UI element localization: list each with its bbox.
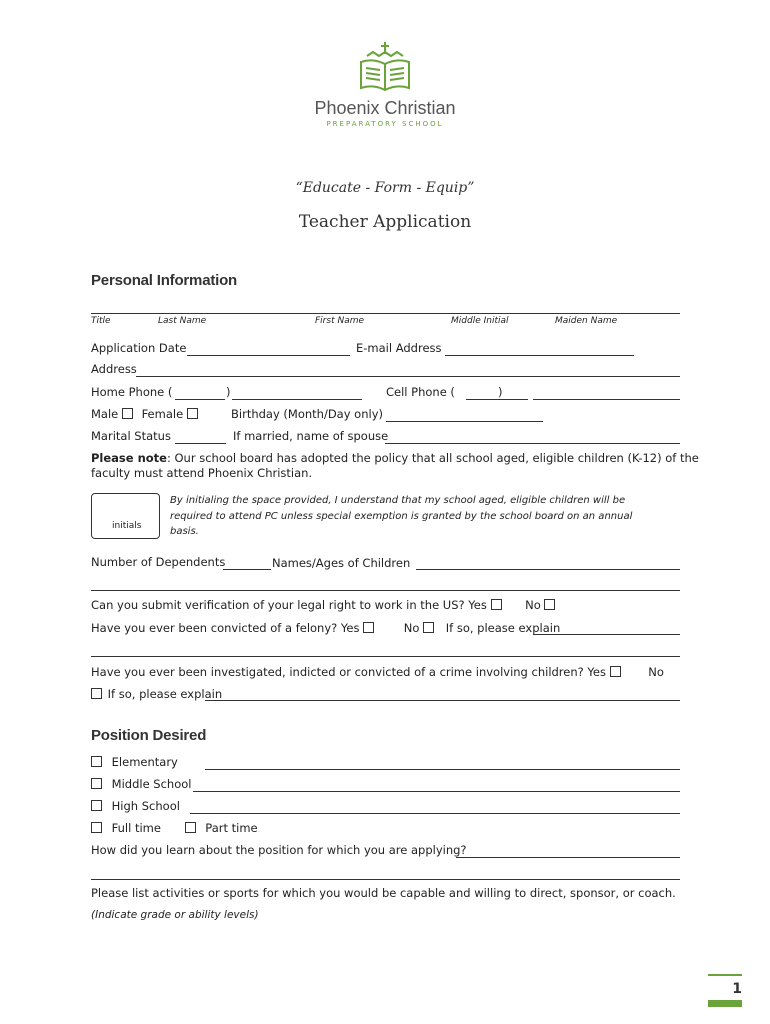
felony-explain-label: If so, please explain: [445, 621, 561, 635]
crime-explain: [91, 687, 222, 701]
crime-yes-checkbox[interactable]: [610, 666, 621, 677]
activities-question: Please list activities or sports for which you would be capable and willing to direct, sponsor, or coach.: [91, 886, 676, 900]
middle-school-label: Middle School: [111, 777, 192, 791]
employment-type: [91, 821, 258, 835]
name-line[interactable]: [91, 313, 680, 314]
learn-field[interactable]: [456, 857, 680, 858]
initial-statement-3: basis.: [170, 526, 199, 537]
birthday-label: Birthday (Month/Day only): [231, 407, 383, 421]
crime-no-checkbox[interactable]: [91, 688, 102, 699]
home-phone-label: Home Phone (: [91, 385, 173, 399]
home-phone-paren: ): [226, 385, 231, 399]
work-no-checkbox[interactable]: [544, 599, 555, 610]
felony-yes-checkbox[interactable]: [363, 622, 374, 633]
logo-subtitle: PREPARATORY SCHOOL: [326, 120, 444, 128]
page-title: Teacher Application: [298, 212, 472, 232]
please-note-label: Please note: [91, 451, 167, 465]
full-time-label: Full time: [111, 821, 161, 835]
work-no-label: No: [525, 598, 541, 612]
spouse-field[interactable]: [385, 443, 680, 444]
male-label: Male: [91, 407, 119, 421]
email-label: E-mail Address: [356, 341, 442, 355]
label-last-name: Last Name: [158, 316, 207, 326]
cell-phone-paren: ): [498, 385, 503, 399]
policy-note: [91, 451, 699, 465]
felony-no-label: No: [403, 621, 420, 635]
elementary-option: [91, 755, 178, 769]
part-time-checkbox[interactable]: [185, 822, 196, 833]
children-field-line-2[interactable]: [91, 590, 680, 591]
spouse-label: If married, name of spouse: [233, 429, 389, 443]
dependents-field[interactable]: [223, 569, 271, 570]
work-question: [91, 598, 557, 612]
birthday-field[interactable]: [386, 421, 543, 422]
label-first-name: First Name: [315, 316, 365, 326]
marital-status-field[interactable]: [175, 443, 226, 444]
children-field[interactable]: [416, 569, 680, 570]
home-phone-field[interactable]: [232, 399, 362, 400]
initial-statement-2: required to attend PC unless special exemption is granted by the school board on an annual: [170, 511, 633, 522]
cell-phone-field[interactable]: [533, 399, 680, 400]
work-question-text: Can you submit verification of your legal right to work in the US? Yes: [91, 598, 487, 612]
female-checkbox[interactable]: [187, 408, 198, 419]
elementary-field[interactable]: [205, 769, 680, 770]
high-school-checkbox[interactable]: [91, 800, 102, 811]
email-field[interactable]: [445, 355, 634, 356]
felony-no-checkbox[interactable]: [423, 622, 434, 633]
crime-explain-field[interactable]: [205, 700, 680, 701]
activities-note: (Indicate grade or ability levels): [91, 909, 259, 921]
page-number: 1: [732, 981, 742, 997]
section-heading-personal: Personal Information: [91, 272, 238, 289]
policy-note-text: : Our school board has adopted the policy that all school aged, eligible children (K-12) of the: [166, 451, 699, 465]
policy-note-text-2: faculty must attend Phoenix Christian.: [91, 466, 313, 480]
section-heading-position: Position Desired: [91, 727, 207, 744]
high-school-field[interactable]: [190, 813, 680, 814]
middle-school-field[interactable]: [193, 791, 680, 792]
learn-question: How did you learn about the position for which you are applying?: [91, 843, 467, 857]
part-time-label: Part time: [205, 821, 258, 835]
full-time-checkbox[interactable]: [91, 822, 102, 833]
crime-question-text: Have you ever been investigated, indicted or convicted of a crime involving children? Yes: [91, 665, 606, 679]
home-phone-area-field[interactable]: [175, 399, 225, 400]
learn-field-line-2[interactable]: [91, 879, 680, 880]
gender-row: [91, 407, 200, 421]
marital-status-label: Marital Status: [91, 429, 171, 443]
page-number-bar-bottom: [708, 1000, 742, 1007]
middle-school-option: [91, 777, 191, 791]
initials-label: initials: [112, 521, 142, 531]
high-school-label: High School: [111, 799, 180, 813]
application-date-field[interactable]: [187, 355, 350, 356]
elementary-checkbox[interactable]: [91, 756, 102, 767]
label-middle-initial: Middle Initial: [451, 316, 509, 326]
motto: “Educate - Form - Equip”: [295, 180, 475, 196]
address-label: Address: [91, 362, 137, 376]
children-label: Names/Ages of Children: [272, 556, 411, 570]
felony-question: [91, 621, 560, 635]
address-field[interactable]: [136, 376, 680, 377]
crime-question: [91, 665, 664, 679]
dependents-label: Number of Dependents: [91, 555, 226, 569]
initial-statement-1: By initialing the space provided, I understand that my school aged, eligible children will be: [170, 495, 626, 506]
female-label: Female: [141, 407, 184, 421]
felony-question-text: Have you ever been convicted of a felony? Yes: [91, 621, 360, 635]
open-book-crown-icon: [355, 40, 415, 96]
cell-phone-area-field[interactable]: [466, 399, 528, 400]
crime-explain-label: If so, please explain: [107, 687, 223, 701]
page-number-bar-top: [708, 974, 742, 976]
cell-phone-label: Cell Phone (: [386, 385, 455, 399]
application-date-label: Application Date: [91, 341, 187, 355]
middle-school-checkbox[interactable]: [91, 778, 102, 789]
high-school-option: [91, 799, 180, 813]
label-title: Title: [91, 316, 111, 326]
crime-no-label: No: [648, 665, 664, 679]
logo-name: Phoenix Christian: [314, 98, 456, 118]
work-yes-checkbox[interactable]: [491, 599, 502, 610]
male-checkbox[interactable]: [122, 408, 133, 419]
label-maiden-name: Maiden Name: [555, 316, 618, 326]
initials-box[interactable]: [91, 493, 160, 539]
felony-explain-line-2[interactable]: [91, 656, 680, 657]
felony-explain-field[interactable]: [533, 634, 680, 635]
elementary-label: Elementary: [111, 755, 178, 769]
school-logo: [355, 40, 415, 96]
